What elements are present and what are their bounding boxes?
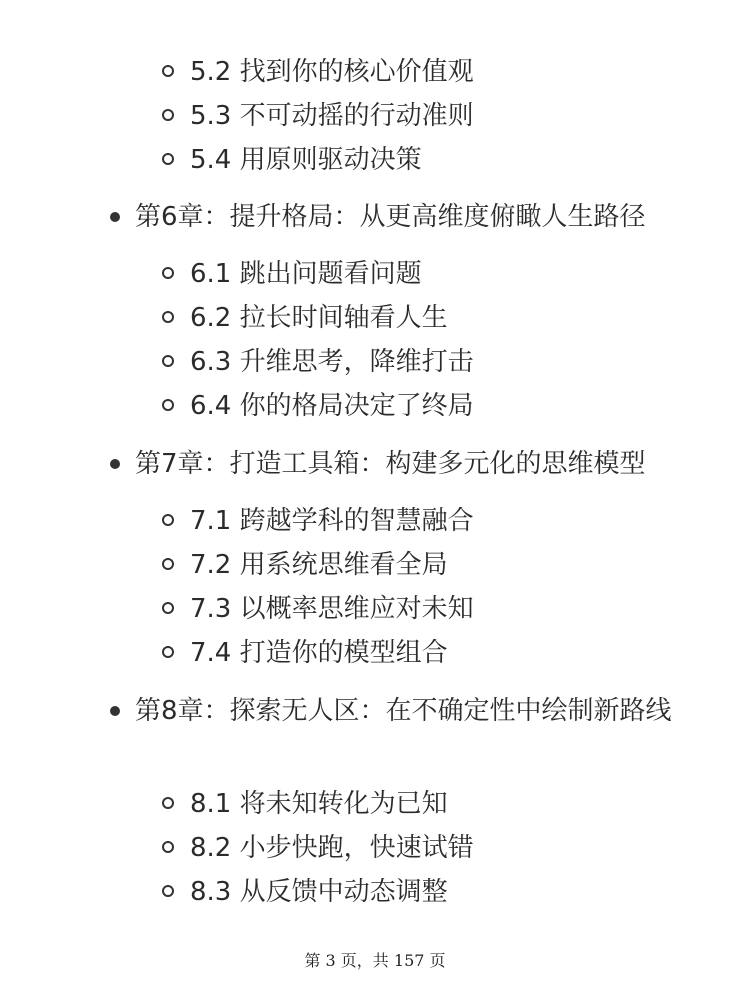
hollow-bullet-icon bbox=[162, 602, 174, 614]
toc-subsection-label: 5.2 找到你的核心价值观 bbox=[190, 57, 474, 87]
toc-subsection-label: 7.1 跨越学科的智慧融合 bbox=[190, 506, 474, 536]
toc-subsection-label: 7.3 以概率思维应对未知 bbox=[190, 594, 474, 624]
toc-subsection-label: 5.3 不可动摇的行动准则 bbox=[190, 101, 474, 131]
toc-subsection-label: 7.4 打造你的模型组合 bbox=[190, 638, 448, 668]
hollow-bullet-icon bbox=[162, 885, 174, 897]
toc-chapter-label: 第8章：探索无人区：在不确定性中绘制新路线 bbox=[135, 696, 672, 726]
toc-chapter-label: 第7章：打造工具箱：构建多元化的思维模型 bbox=[135, 449, 646, 479]
page-number-footer: 第 3 页，共 157 页 bbox=[304, 951, 446, 970]
toc-subsection-label: 5.4 用原则驱动决策 bbox=[190, 145, 422, 175]
hollow-bullet-icon bbox=[162, 646, 174, 658]
hollow-bullet-icon bbox=[162, 65, 174, 77]
toc-subsection-label: 8.3 从反馈中动态调整 bbox=[190, 877, 448, 907]
hollow-bullet-icon bbox=[162, 311, 174, 323]
toc-subsection-label: 6.3 升维思考，降维打击 bbox=[190, 347, 474, 377]
filled-bullet-icon bbox=[110, 459, 120, 469]
toc-subsection-label: 7.2 用系统思维看全局 bbox=[190, 550, 448, 580]
toc-subsection-label: 6.4 你的格局决定了终局 bbox=[190, 391, 474, 421]
filled-bullet-icon bbox=[110, 706, 120, 716]
toc-subsection-label: 8.2 小步快跑，快速试错 bbox=[190, 833, 474, 863]
toc-chapter-label: 第6章：提升格局：从更高维度俯瞰人生路径 bbox=[135, 202, 646, 232]
filled-bullet-icon bbox=[110, 212, 120, 222]
toc-subsection-label: 6.2 拉长时间轴看人生 bbox=[190, 303, 448, 333]
hollow-bullet-icon bbox=[162, 355, 174, 367]
hollow-bullet-icon bbox=[162, 514, 174, 526]
hollow-bullet-icon bbox=[162, 267, 174, 279]
hollow-bullet-icon bbox=[162, 841, 174, 853]
hollow-bullet-icon bbox=[162, 399, 174, 411]
hollow-bullet-icon bbox=[162, 153, 174, 165]
hollow-bullet-icon bbox=[162, 558, 174, 570]
toc-subsection-label: 6.1 跳出问题看问题 bbox=[190, 259, 422, 289]
hollow-bullet-icon bbox=[162, 797, 174, 809]
toc-subsection-label: 8.1 将未知转化为已知 bbox=[190, 789, 448, 819]
hollow-bullet-icon bbox=[162, 109, 174, 121]
